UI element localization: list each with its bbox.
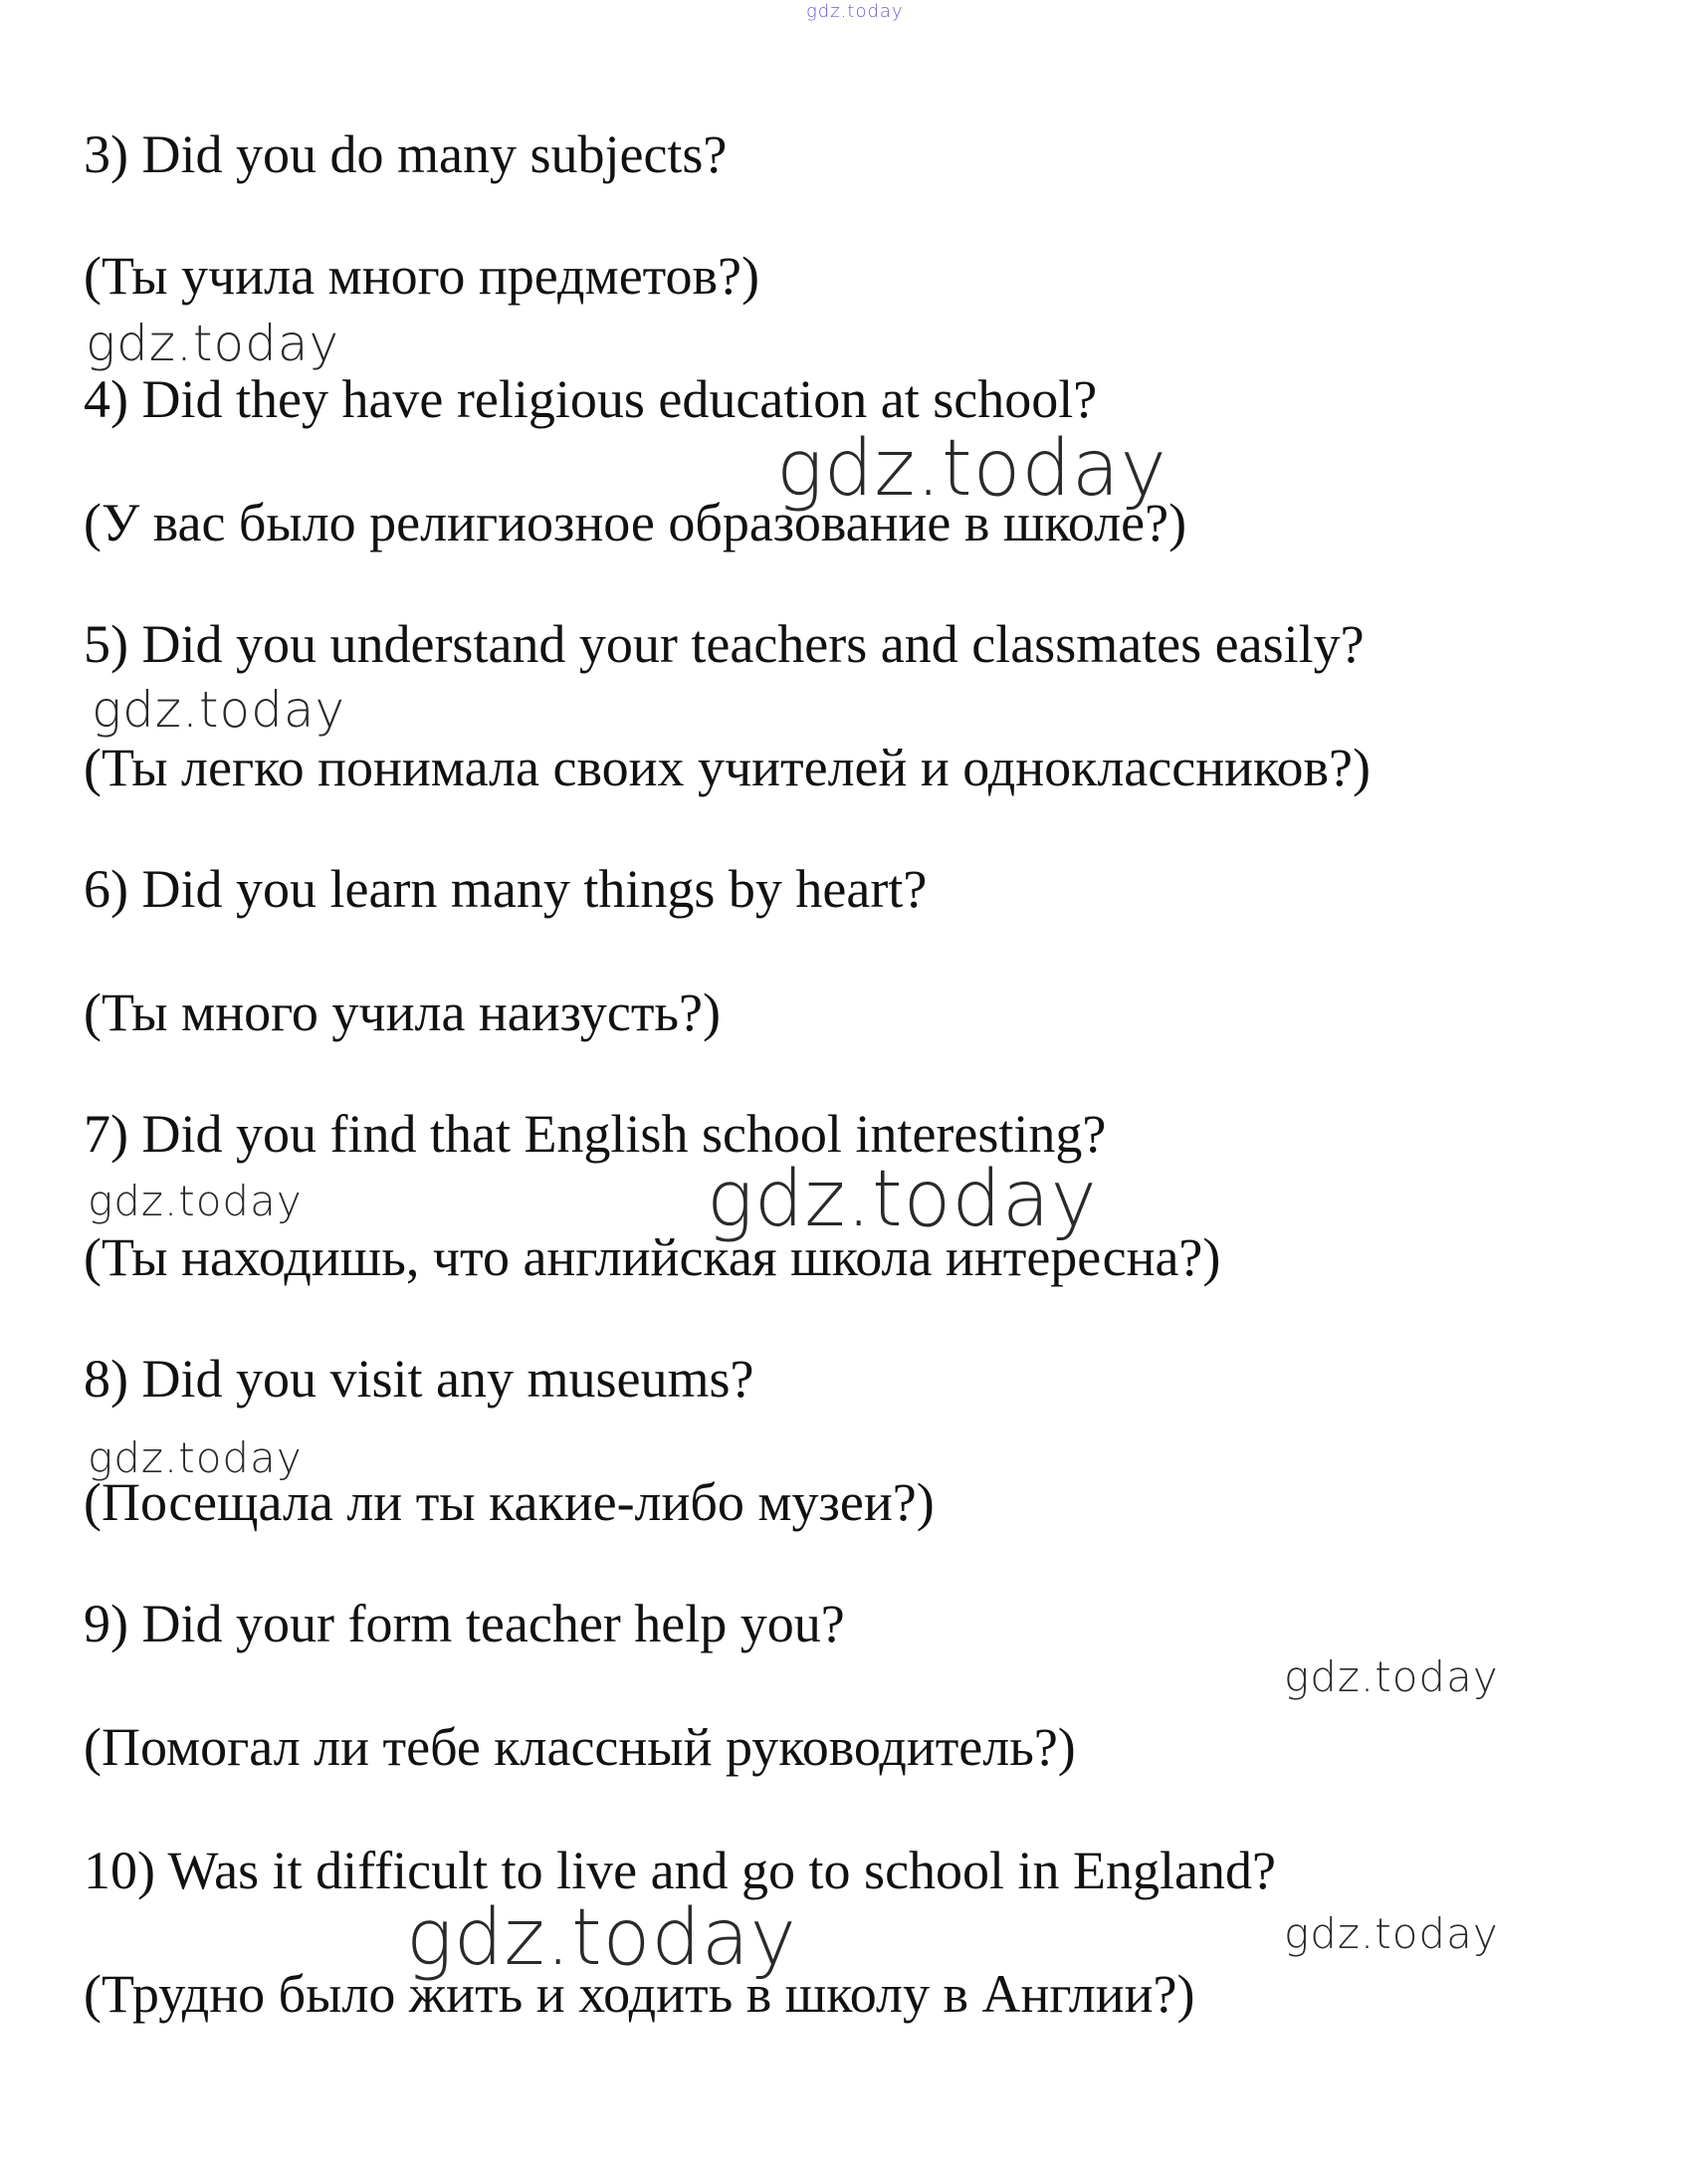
question-9: 9) Did your form teacher help you? xyxy=(84,1594,845,1653)
translation-7: (Ты находишь, что английская школа интересна?) xyxy=(84,1227,1221,1287)
translation-9: (Помогал ли тебе классный руководитель?) xyxy=(84,1717,1076,1777)
watermark: gdz.today xyxy=(1284,1652,1499,1701)
question-10: 10) Was it difficult to live and go to school in England? xyxy=(84,1841,1276,1900)
question-3: 3) Did you do many subjects? xyxy=(84,124,728,184)
translation-3: (Ты учила много предметов?) xyxy=(84,246,760,306)
translation-10: (Трудно было жить и ходить в школу в Англии?) xyxy=(84,1964,1195,2024)
question-4: 4) Did they have religious education at school? xyxy=(84,369,1098,429)
watermark: gdz.today xyxy=(1284,1909,1499,1958)
watermark-top: gdz.today xyxy=(806,1,904,22)
translation-8: (Посещала ли ты какие-либо музеи?) xyxy=(84,1472,935,1532)
watermark: gdz.today xyxy=(88,1177,303,1225)
watermark: gdz.today xyxy=(406,1893,797,1983)
translation-5: (Ты легко понимала своих учителей и одноклассников?) xyxy=(84,738,1371,797)
translation-4: (У вас было религиозное образование в школе?) xyxy=(84,493,1187,552)
question-5: 5) Did you understand your teachers and classmates easily? xyxy=(84,614,1365,674)
watermark: gdz.today xyxy=(88,1433,303,1482)
question-6: 6) Did you learn many things by heart? xyxy=(84,859,928,919)
watermark: gdz.today xyxy=(776,424,1167,514)
watermark: gdz.today xyxy=(92,681,346,739)
translation-6: (Ты много учила наизусть?) xyxy=(84,983,722,1042)
question-8: 8) Did you visit any museums? xyxy=(84,1349,754,1409)
watermark: gdz.today xyxy=(707,1155,1098,1244)
question-7: 7) Did you find that English school interesting? xyxy=(84,1104,1107,1164)
watermark: gdz.today xyxy=(86,315,340,372)
